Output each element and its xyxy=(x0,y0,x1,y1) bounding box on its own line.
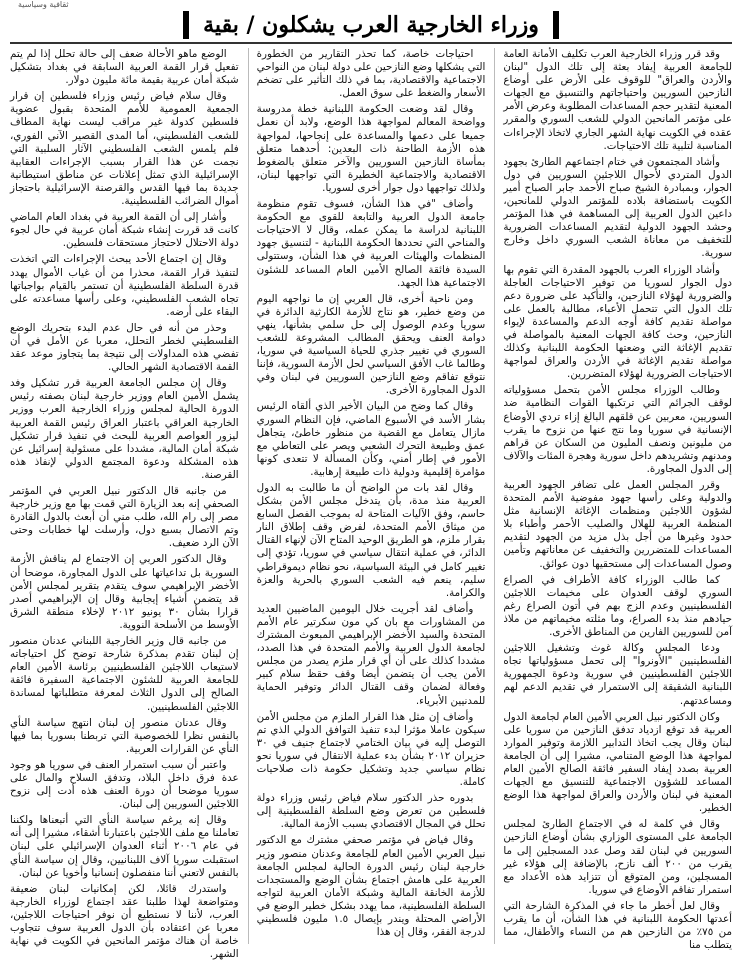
article-paragraph: بدوره حذر الدكتور سلام فياض رئيس وزراء دولة فلسطين من تعرض وضع السلطة الفلسطينية إلى تحلل في المجال الاقتصادي بسبب الأزمة المالية. xyxy=(256,792,486,831)
headline-bar xyxy=(10,8,732,44)
article-paragraph: كما طالب الوزراء كافة الأطراف في الصراع السوري لوقف العدوان على مخيمات اللاجئين الفلسطينيين وعدم الزج بهم في أتون الصراع رغم حيادهم منذ بدء الصراع، وما مثلته مخيماتهم من ملاذ آمن للسوريين الفارين من المناطق الأخرى. xyxy=(503,573,732,639)
article-paragraph: الوضع ماهو الأحالة ضعف إلى حالة تحلل إذا لم يتم تفعيل قرار القمة العربية السابقة في بغداد بتشكيل شبكة أمان عربية بقيمة مائة مليون دولار. xyxy=(9,48,239,87)
article-paragraph: احتياجات خاصة، كما تحذر التقارير من الخطورة التي يشكلها وضع النازحين على دولة لبنان من النواحي الاجتماعية والاقتصادية، بما في ذلك التأثير على تضخم الأسعار والضغط على سوق العمل. xyxy=(256,48,486,100)
article-paragraph: وقرر المجلس العمل على تضافر الجهود العربية والدولية وعلى رأسها جهود مفوضية الأمم المتحدة لشؤون اللاجئين ومنظمات الإغاثة الإنسانية مثل المنظمة العربية للهلال والصليب الأحمر وأطباء بلا حدود وغيرها من أجل بذل مزيد من الجهود لتقديم المساعدات للمتضررين والتخفيف عن معاناتهم وتأمين وصول المساعدات إلى مستحقيها دون عوائق. xyxy=(503,479,732,570)
section-label: ثقافية وسياسية xyxy=(18,0,69,9)
article-paragraph: وقال الدكتور العربي إن الاجتماع لم يناقش الأزمة السورية بل تداعياتها على الدول المجاورة، موضحا أن الأخضر الإبراهيمي سوف يتقدم بتقرير لمجلس الأمن قد يتضمن أشياء إيجابية وقال إن الإبراهيمي أصدر قرارا بشأن ٣٠ يونيو ٢٠١٢ لإخلاء منطقة الشرق الأوسط من الأسلحة النووية. xyxy=(9,553,239,631)
article-paragraph: وحذر من أنه في حال عدم البدء بتحريك الوضع الفلسطيني لخطر التحلل، معربا عن الأمل في أن تفضي هذه المداولات إلى نتيجة بما يتجاوز موعد عقد القمة الاقتصادية الشهر الحالي. xyxy=(9,321,239,374)
article-paragraph: واعتبر أن سبب استمرار العنف في سوريا هو وجود عدة فرق داخل البلاد، وتدفق السلاح والمال على سوريا موضحا أن دورة العنف هذه أدت إلى نزوح اللاجئين السوريين إلى لبنان. xyxy=(9,758,239,811)
article-column-left xyxy=(9,48,239,961)
article-paragraph: وقال كما وضح من البيان الأخير الذي ألقاه الرئيس بشار الأسد في الأسبوع الماضي، فإن النظام السوري مازال يتعامل مع القضية من منظور خاطئ، يتجاهل عمق وطبيعة التحرك الشعبي ويصر على التعاطي مع الأمور في إطار أمني، وكأن المسألة لا تتعدى كونها مؤامرة إقليمية ودولية ذات طبيعة إرهابية. xyxy=(256,400,486,478)
article-headline: وزراء الخارجية العرب يشكلون / بقية xyxy=(183,11,559,39)
article-paragraph: من جانبه قال وزير الخارجية اللبناني عدنان منصور إن لبنان تقدم بمذكرة شارحة توضح كل احتياجاته لاستيعاب اللاجئين الفلسطينيين برئاسة الأمين العام للجامعة العربية للشئون الاجتماعية السفيرة فائقة الصالح إلى الدول الثلاث لمعرفة متطلباتها لمساندة اللاجئين الفلسطينيين. xyxy=(9,635,239,713)
article-paragraph: وكان الدكتور نبيل العربي الأمين العام لجامعة الدول العربية قد توقع ازدياد تدفق النازحين من سوريا على لبنان وقال يجب اتخاذ التدابير اللازمة وتوفير الموارد لمواجهة هذا الوضع المتنامي، مشيرا إلى أن الجامعة العربية بصدد إيفاد السفير فائقة الصالح الأمين العام المساعد للشؤون الاجتماعية للتنسيق مع الجهات المعنية في لبنان والأردن والعراق لمواجهة هذا الوضع الخطير. xyxy=(503,710,732,815)
article-paragraph: وطالب الوزراء مجلس الأمن بتحمل مسؤولياته لوقف الجرائم التي ترتكبها القوات النظامية ضد السوريين، معربين عن قلقهم البالغ إزاء تردي الأوضاع الإنسانية في سوريا وما نتج عنها من نزوح ما يقرب من مليونين ونصف المليون من السكان عن قراهم ومدنهم وتشريدهم داخل سورية وهجرة المئات والآلاف إلى الدول المجاورة. xyxy=(503,384,732,475)
article-columns xyxy=(6,48,736,961)
article-paragraph: وقد قرر وزراء الخارجية العرب تكليف الأمانة العامة للجامعة العربية إيفاد بعثة إلى تلك الدول "لبنان والأردن والعراق" للوقوف على الأرض على أوضاع النازحين السوريين واحتياجاتهم والتنسيق مع الجهات المعنية لتقدير حجم المساعدات المطلوبة وعرض الأمر على مؤتمر المانحين الدولي للشعب السوري والمقرر عقده في الكويت نهاية الشهر الجاري لاتخاذ الإجراءات المناسبة لتلبية تلك الاحتياجات. xyxy=(503,48,732,152)
article-paragraph: وقال لعل أخطر ما جاء في المذكرة الشارحة التي أعدتها الحكومة اللبنانية في هذا الشأن، أن ما يقرب من ٧٥٪ من النازحين هم من النساء والأطفال، مما يتطلب منا xyxy=(503,899,732,952)
article-paragraph: من جانبه قال الدكتور نبيل العربي في المؤتمر الصحفي إنه بعد الزيارة التي قمت بها مع وزير خارجية مصر إلى رام الله، طلب مني أن أبعث بالدول القادرة وتم الاتصال بسبع دول، وأرسلت لها خطابات وحتى الآن الرد ضعيف. xyxy=(9,485,239,550)
article-paragraph: وأضاف إن مثل هذا القرار الملزم من مجلس الأمن سيكون عاملا مؤثرا لبدء تنفيذ التوافق الدولي الذي تم التوصل إليه في بيان الختامي لاجتماع جنيف في ٣٠ حزيران ٢٠١٢ بشأن بدء عملية الانتقال في سوريا نحو نظام سياسي جديد وتشكيل حكومة ذات صلاحيات كاملة. xyxy=(256,710,486,789)
section-strip xyxy=(6,0,736,8)
article-column-right xyxy=(494,48,732,952)
article-paragraph: واستدرك قائلا، لكن إمكانيات لبنان ضعيفة ومتواضعة لهذا طلبنا عقد اجتماع لوزراء الخارجية العرب، لأننا لا نستطيع أن نوفر احتياجات اللاجئين، معربا عن اعتقاده بأن الدول العربية سوف تتجاوب خاصة أن هناك مؤتمر المانحين في الكويت في نهاية الشهر. xyxy=(9,882,239,961)
article-paragraph: وقال لقد بات من الواضح أن ما طالبت به الدول العربية منذ مدة، بأن يتدخل مجلس الأمن بشكل حاسم، وفق الآليات المتاحة له بموجب الفصل السابع من ميثاق الأمم المتحدة، لفرض وقف إطلاق النار بقرار ملزم، هو الطريق الوحيد المتاح الآن لإنهاء القتال الدائر، في عملية انتقال سياسي في سوريا، تؤدي إلى تغيير كامل في البيئة السياسية، نحو نظام ديموقراطي سليم، ينعم فيه الشعب السوري بالحرية والعزة والكرامة. xyxy=(256,482,486,599)
article-paragraph: ودعا المجلس وكالة غوث وتشغيل اللاجئين الفلسطينيين "الأونروا" إلى تحمل مسؤولياتها تجاه اللاجئين الفلسطينيين في سورية ودعوة الجمهورية اللبنانية الشقيقة إلى الاستمرار في تقديم الدعم لهم ومساعدتهم. xyxy=(503,642,732,707)
article-paragraph: وقال إنه يرغم سياسة النأي التي أتبعناها ولكننا تعاملنا مع ملف اللاجئين باعتبارنا أشقاء، مشيرا إلى أنه في عام ٢٠٠٦ أثناء العدوان الإسرائيلي على لبنان استقبلت سوريا آلاف اللبنانيين، وقال إن سياسة النأي بالنفس لاتعني أننا منفصلون إنسانيا وأخويا عن لبنان. xyxy=(9,814,239,879)
article-column-middle xyxy=(248,48,486,944)
article-paragraph: وقال إن اجتماع الأحد يبحث الإجراءات التي اتخذت لتنفيذ قرار القمة، محذرا من أن غياب الأموال يهدد قدرة السلطة الفلسطينية أن تستمر بالقيام بواجباتها تجاه الشعب الفلسطيني، وعلى رأسها مساعدته على البقاء على أرضه. xyxy=(9,253,239,318)
article-paragraph: وقال في كلمة له في الاجتماع الطارئ لمجلس الجامعة على المستوى الوزاري بشأن أوضاع النازحين السوريين في لبنان لقد وصل عدد المسجلين إلى ما يقرب من ٢٠٠ ألف نازح، بالإضافة إلى هؤلاء غير المسجلين، ومن المتوقع أن تتزايد هذه الأعداد مع استمرار تفاقم الأوضاع في سوريا. xyxy=(503,818,732,896)
article-paragraph: وقال فياض في مؤتمر صحفي مشترك مع الدكتور نبيل العربي الأمين العام للجامعة وعدنان منصور وزير خارجية لبنان رئيس الدورة الحالية لمجلس الجامعة العربية على هامش اجتماع بشأن الوضع والمستجدات للأزمة الخانقة المالية وشبكة الأمان العربية لتواجه السلطة الفلسطينية، مما يهدد بشكل خطير الوضع في الأراضي المحتلة ويندر بإيصال ١.٥ مليون فلسطيني لدرجة الفقر، وقال إن هذا xyxy=(256,834,486,939)
article-paragraph: وأشاد المجتمعون في ختام اجتماعهم الطارئ بجهود الدول المتردي لأحوال اللاجئين السوريين في دول الجوار، وبمبادرة الشيخ صباح الأحمد جابر الصباح أمير الكويت باستضافة بلاده للمؤتمر الدولي للمانحين، داعين الدول العربية إلى المساهمة في هذا المؤتمر وحشد الجهود الدولية لتقديم المساعدات الضرورية للتخفيف من معاناة الشعب السوري داخل وخارج سورية. xyxy=(503,155,732,260)
article-paragraph: وقال سلام فياض رئيس وزراء فلسطين إن قرار الجمعية العمومية للأمم المتحدة بقبول عضوية فلسطين كدولة غير مراقب ليست نهاية المطاف للشعب الفلسطيني، أما المدى القصير الآني الفوري، فلم يلمس الشعب الفلسطيني الآثار السلبية التي نجمت عن هذا القرار بسبب الإجراءات العقابية الإسرائيلية الذي تمثل إعلانات عن مناطق استيطانية جديدة بما فيها القدس والقرصنة الإسرائيلية باحتجاز أموال الضرائب الفلسطينية. xyxy=(9,90,239,208)
article-paragraph: وقال إن مجلس الجامعة العربية قرر تشكيل وفد يشمل الأمين العام ووزير خارجية لبنان بصفته رئيس الدورة الحالية لمجلس وزراء الخارجية العرب ووزير الخارجية العراقي باعتبار العراق رئيس القمة العربية ليزور العواصم العربية للبحث في تنفيذ قرار تشكيل شبكة أمان المالية، مشددا على مسئولية إسرائيل عن هذه المشكلة ودعوة المجتمع الدولي لإنفاذ هذه القرصنة. xyxy=(9,377,239,481)
article-paragraph: وقال لقد وضعت الحكومة اللبنانية خطة مدروسة وواضحة المعالم لمواجهة هذا الوضع، ولابد أن نعمل جميعا على دعمها والمساعدة على إنجاحها، لمواجهة هذه الأزمة الطاحنة ذات البعدين: أحدهما متعلق بمأساة النازحين السوريين والآخر متعلق بالضغوط الاقتصادية والاجتماعية الخطيرة التي تواجهها لبنان، ولذلك تواجهها دول جوار أخرى لسوريا. xyxy=(256,103,486,194)
article-paragraph: ومن ناحية أخرى، قال العربي إن ما نواجهه اليوم من وضع خطير، هو نتاج للأزمة الكارثية الدائرة في سوريا وعدم الوصول إلى حل سلمي بشأنها، ينهي دوامة العنف ويحقق المطالب المشروعة للشعب السوري في تغيير جذري للحياة السياسية في سوريا، وطالما غاب الأفق السياسي لحل الأزمة السورية، فإننا نتوقع تفاقم وضع النازحين السوريين في لبنان وفي الدول المجاورة الأخرى. xyxy=(256,292,486,397)
article-paragraph: وقال عدنان منصور إن لبنان انتهج سياسة النأي بالنفس نظرا للخصوصية التي تربطنا بسوريا بما فيها النأي عن القرارات العربية. xyxy=(9,716,239,755)
article-paragraph: وأشاد الوزراء العرب بالجهود المقدرة التي تقوم بها دول الجوار لسوريا من توفير الاحتياجات العاجلة والضرورية لهؤلاء النازحين، والتأكيد على ضرورة دعم تلك الدول التي تتحمل الأعباء، مطالبة بالعمل على مواصلة تقديم كافة أوجه الدعم والمساعدة لإيواء النازحين، وحث كافة الجهات المعنية بالمواصلة في تقديم الإغاثة التي وضعتها الحكومة اللبنانية وكذلك مواصلة تقديم الإغاثة في الأردن والعراق لمواجهة الاحتياجات الضرورية لهؤلاء المتضررين. xyxy=(503,263,732,381)
article-paragraph: وأشار إلى أن القمة العربية في بغداد العام الماضي كانت قد قررت إنشاء شبكة أمان عربية في حال لجوء دولة الاحتلال لاحتجاز مستحقات فلسطين. xyxy=(9,211,239,250)
article-paragraph: وأضاف "في هذا الشأن، فسوف تقوم منظومة جامعة الدول العربية والتابعة للقوى مع الحكومة اللبنانية لدراسة ما يمكن عمله، وقال لا الاحتياجات والمناحي التي تحددها الحكومة اللبنانية - لتنسيق جهود المنظمات والهيئات العربية في هذا الشأن، وستتولى السيدة فائقة الصالح الأمين العام المساعد للشئون الاجتماعية هذا الجهد. xyxy=(256,198,486,289)
article-paragraph: وأضاف لقد أجريت خلال اليومين الماضيين العديد من المشاورات مع بان كي مون سكرتير عام الأمم المتحدة والسيد الأخضر الإبراهيمي المبعوث المشترك لجامعة الدول العربية والأمم المتحدة في هذا الصدد، مشددا كذلك على أن أي قرار ملزم يصدر من مجلس الأمن يجب أن يتضمن أيضا وقف حقظ سلام كبير وفعالة لضمان وقف القتال الدائر وتوفير الحماية للمدنيين الأبرياء. xyxy=(256,602,486,707)
